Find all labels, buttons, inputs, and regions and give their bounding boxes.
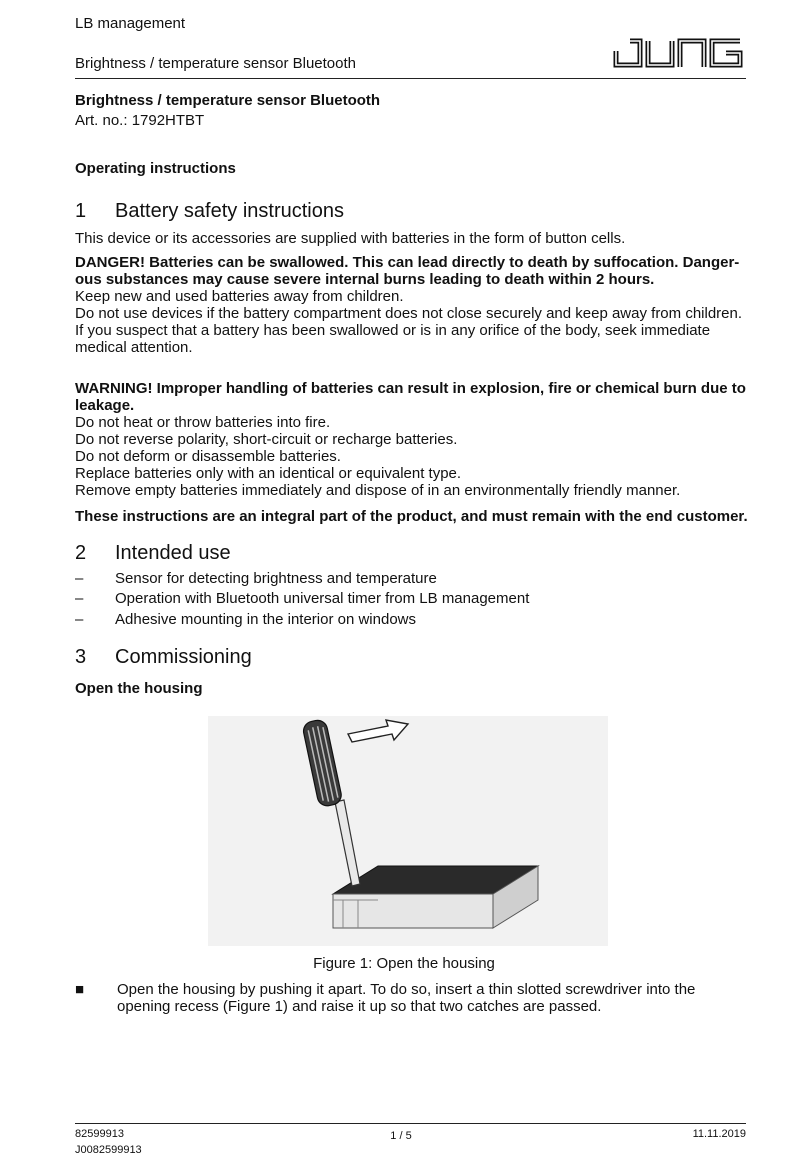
jung-logo xyxy=(612,37,747,71)
list-item-text: Operation with Bluetooth universal timer from LB management xyxy=(115,590,530,607)
figure-open-housing xyxy=(208,716,608,946)
closing-note: These instructions are an integral part of the product, and must remain with the end customer. xyxy=(75,508,748,525)
step-text: Open the housing by pushing it apart. To do so, insert a thin slotted screwdriver into the opening recess (Figure 1) and raise it up so that two catches are passed. xyxy=(117,981,696,1015)
intro-text: This device or its accessories are supplied with batteries in the form of button cells. xyxy=(75,230,626,247)
list-dash: – xyxy=(75,611,84,628)
section-2-number: 2 xyxy=(75,542,87,564)
section-2-heading xyxy=(75,542,475,568)
footer-date: 11.11.2019 xyxy=(692,1128,746,1140)
danger-statement-line2: ous substances may cause severe internal burns leading to death within 2 hours. xyxy=(75,271,655,288)
danger-block xyxy=(75,254,750,356)
warning-statement: WARNING! Improper handling of batteries can result in explosion, fire or chemical burn due to leakage. xyxy=(75,380,746,414)
article-number: Art. no.: 1792HTBT xyxy=(75,112,205,129)
list-dash: – xyxy=(75,570,84,587)
section-1-title: Battery safety instructions xyxy=(115,200,344,222)
section-3-number: 3 xyxy=(75,646,87,668)
warning-instruction-4: Replace batteries only with an identical or equivalent type. xyxy=(75,465,462,482)
header-subtitle: Brightness / temperature sensor Bluetooth xyxy=(75,55,356,72)
section-3-title: Commissioning xyxy=(115,646,252,668)
header-divider xyxy=(75,78,746,79)
subheading-open-housing: Open the housing xyxy=(75,680,203,697)
section-3-heading xyxy=(75,646,475,672)
warning-instruction-5: Remove empty batteries immediately and dispose of in an environmentally friendly manner. xyxy=(75,482,681,499)
footer-page-number: 1 / 5 xyxy=(390,1130,412,1142)
section-1-number: 1 xyxy=(75,200,87,222)
danger-instruction-2: Do not use devices if the battery compartment does not close securely and keep away from children. xyxy=(75,305,743,322)
section-1-heading xyxy=(75,200,475,226)
product-title: Brightness / temperature sensor Bluetooth xyxy=(75,92,381,109)
section-2-title: Intended use xyxy=(115,542,231,564)
bullet-square: ■ xyxy=(75,981,85,998)
danger-instruction-3: If you suspect that a battery has been swallowed or is in any orifice of the body, seek immediate medical attention. xyxy=(75,322,711,356)
figure-caption: Figure 1: Open the housing xyxy=(313,955,495,972)
footer-divider xyxy=(75,1123,746,1124)
footer-doc-id: J0082599913 xyxy=(75,1144,142,1156)
list-item-text: Sensor for detecting brightness and temperature xyxy=(115,570,437,587)
footer-doc-number: 82599913 xyxy=(75,1128,124,1140)
list-item-text: Adhesive mounting in the interior on windows xyxy=(115,611,417,628)
danger-instruction-1: Keep new and used batteries away from children. xyxy=(75,288,404,305)
section-1-intro xyxy=(75,230,750,247)
document-type: Operating instructions xyxy=(75,160,236,177)
warning-instruction-1: Do not heat or throw batteries into fire. xyxy=(75,414,331,431)
list-dash: – xyxy=(75,590,84,607)
warning-instruction-3: Do not deform or disassemble batteries. xyxy=(75,448,341,465)
warning-instruction-2: Do not reverse polarity, short-circuit or recharge batteries. xyxy=(75,431,458,448)
warning-block xyxy=(75,380,750,499)
header-product-line: LB management xyxy=(75,15,186,32)
danger-statement-line1: DANGER! Batteries can be swallowed. This can lead directly to death by suffocation. Danger- xyxy=(75,254,740,271)
figure-illustration xyxy=(208,716,608,946)
